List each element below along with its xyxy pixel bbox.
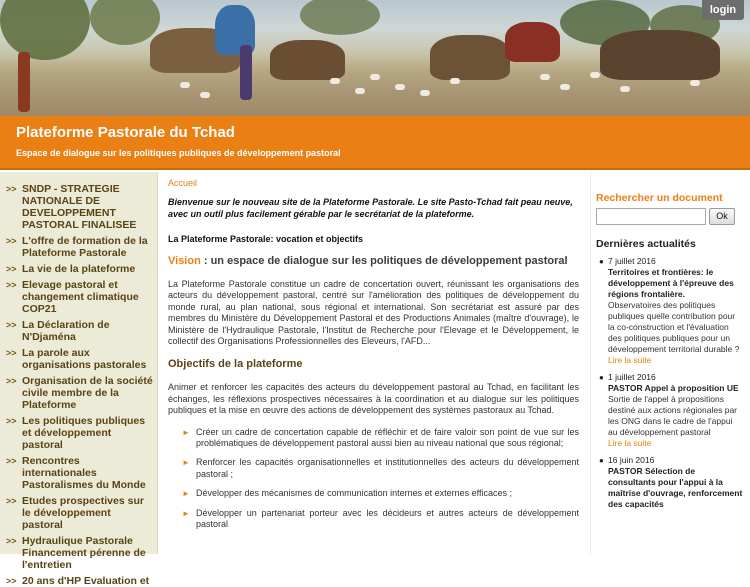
search-title: Rechercher un document xyxy=(596,192,723,204)
list-item-text: Développer des mécanismes de communication internes et externes efficaces ; xyxy=(196,488,512,499)
list-item xyxy=(168,508,579,531)
sidebar-item-parole[interactable] xyxy=(0,347,157,371)
sidebar-item-label: La parole aux organisations pastorales xyxy=(22,347,147,371)
site-banner xyxy=(0,116,750,170)
read-more-link[interactable]: Lire la suite xyxy=(608,355,652,365)
double-chevron-right-icon: >> xyxy=(6,184,17,194)
news-date: 7 juillet 2016 xyxy=(608,256,656,266)
sidebar-item-label: Les politiques publiques et développement pastoral xyxy=(22,415,146,451)
intro-text: Bienvenue sur le nouveau site de la Plateforme Pastorale. Le site Pasto-Tchad fait peau neuve, avec un outil plus facilement gérable par le secrétariat de la plateforme. xyxy=(168,197,573,219)
double-chevron-right-icon: >> xyxy=(6,236,17,246)
login-button[interactable]: login xyxy=(702,0,744,20)
double-chevron-right-icon: >> xyxy=(6,320,17,330)
sidebar-item-declaration[interactable] xyxy=(0,319,157,343)
sidebar-item-label: SNDP - STRATEGIE NATIONALE DE DEVELOPPEMENT PASTORAL FINALISEE xyxy=(22,183,137,231)
sidebar-item-label: La vie de la plateforme xyxy=(22,263,136,275)
search-submit-button[interactable]: Ok xyxy=(709,208,735,225)
double-chevron-right-icon: >> xyxy=(6,456,17,466)
news-headline[interactable]: PASTOR Sélection de consultants pour l'appui à la maîtrise d'ouvrage, renforcement des capacités xyxy=(608,466,743,509)
double-chevron-right-icon: >> xyxy=(6,264,17,274)
list-item xyxy=(168,457,579,480)
double-chevron-right-icon: >> xyxy=(6,280,17,290)
objectives-paragraph: Animer et renforcer les capacités des acteurs du développement pastoral au Tchad, en facilitant les échanges, les réflexions prospectives nécessaires à la coordination et au dialogue sur les politiques publiques et la mise en œuvre des actions de développement des systèmes pastoraux au Tchad. xyxy=(168,382,579,416)
right-sidebar xyxy=(590,172,750,554)
sidebar-item-cop21[interactable] xyxy=(0,279,157,315)
sidebar-item-etudes[interactable] xyxy=(0,495,157,531)
double-chevron-right-icon: >> xyxy=(6,348,17,358)
objectives-heading: Objectifs de la plateforme xyxy=(168,358,303,371)
list-item-text: Développer un partenariat porteur avec les décideurs et autres acteurs de développement pastoral xyxy=(196,507,579,530)
breadcrumb[interactable]: Accueil xyxy=(168,178,198,188)
sidebar-item-label: 20 ans d'HP Evaluation et xyxy=(22,575,150,587)
bullet-icon: ● xyxy=(599,373,604,382)
news-title: Dernières actualités xyxy=(596,238,696,250)
sidebar-item-formation[interactable] xyxy=(0,235,157,259)
vision-prefix: Vision xyxy=(168,255,201,267)
sidebar-item-label: La Déclaration de N'Djaména xyxy=(22,319,110,343)
list-item-text: Renforcer les capacités organisationnelles et institutionnelles des acteurs du développement pastoral ; xyxy=(196,457,579,479)
triangle-right-icon: ► xyxy=(182,489,190,499)
bullet-icon: ● xyxy=(599,257,604,266)
sidebar-item-vie-plateforme[interactable] xyxy=(0,263,157,275)
bullet-icon: ● xyxy=(599,456,604,465)
double-chevron-right-icon: >> xyxy=(6,536,17,546)
news-item xyxy=(596,372,744,449)
triangle-right-icon: ► xyxy=(182,427,190,437)
news-headline[interactable]: PASTOR Appel à proposition UE xyxy=(608,383,739,393)
sidebar-item-hydraulique[interactable] xyxy=(0,535,157,571)
sidebar-item-label: Rencontres internationales Pastoralismes du Monde xyxy=(22,455,146,491)
vision-title: : un espace de dialogue sur les politiques de développement pastoral xyxy=(200,255,568,267)
double-chevron-right-icon: >> xyxy=(6,576,17,586)
news-item xyxy=(596,455,744,510)
sidebar-item-rencontres[interactable] xyxy=(0,455,157,491)
vision-heading xyxy=(168,255,579,267)
triangle-right-icon: ► xyxy=(182,458,190,468)
section-label: La Plateforme Pastorale: vocation et objectifs xyxy=(168,234,364,244)
triangle-right-icon: ► xyxy=(182,508,190,518)
search-input[interactable] xyxy=(596,208,706,225)
sidebar-item-label: L'offre de formation de la Plateforme Pastorale xyxy=(22,235,148,259)
sidebar-item-sndp[interactable] xyxy=(0,183,157,231)
double-chevron-right-icon: >> xyxy=(6,416,17,426)
site-title[interactable]: Plateforme Pastorale du Tchad xyxy=(16,124,235,141)
list-item xyxy=(168,488,579,499)
double-chevron-right-icon: >> xyxy=(6,376,17,386)
news-date: 16 juin 2016 xyxy=(608,455,655,465)
sidebar-item-label: Organisation de la société civile membre de la Plateforme xyxy=(22,375,153,411)
list-item-text: Créer un cadre de concertation capable de réfléchir et de faire valoir son point de vue sur les problématiques de développement pastoral aussi bien au niveau national que sous régional; xyxy=(196,426,579,449)
sidebar-item-politiques[interactable] xyxy=(0,415,157,451)
sidebar-nav xyxy=(0,172,158,587)
sidebar-item-label: Elevage pastoral et changement climatique COP21 xyxy=(22,279,139,315)
read-more-link[interactable]: Lire la suite xyxy=(608,438,652,448)
sidebar-item-20-ans-hp[interactable] xyxy=(0,575,157,587)
description-paragraph: La Plateforme Pastorale constitue un cadre de concertation ouvert, réunissant les organisations des acteurs du développement pastoral, centré sur l'amélioration des politiques de développement du monde rural, au plan national, sous régional et international. Son secrétariat est assuré par des membres du Ministère du Développement Pastoral et des Productions Animales (maître d'ouvrage), le Ministère de l'Hydraulique Pastorale, l'Institut de Recherche pour l'Elevage et le Développement, le collectif des Organisations Professionnelles des Eleveurs, l'AFD... xyxy=(168,279,579,347)
search-form xyxy=(596,208,744,225)
sidebar-item-label: Etudes prospectives sur le développement pastoral xyxy=(22,495,144,531)
news-headline[interactable]: Territoires et frontières: le développement à l'épreuve des régions frontalière. xyxy=(608,267,734,299)
news-summary: Observatoires des politiques publiques quelle contribution pour la co-construction et l'évaluation des politiques publiques pour un développement territorial durable ? xyxy=(608,300,740,354)
news-item xyxy=(596,256,744,366)
sidebar-item-label: Hydraulique Pastorale Financement pérenne de l'entretien xyxy=(22,535,146,571)
double-chevron-right-icon: >> xyxy=(6,496,17,506)
news-date: 1 juillet 2016 xyxy=(608,372,656,382)
header-banner-image xyxy=(0,0,750,116)
site-slogan: Espace de dialogue sur les politiques publiques de développement pastoral xyxy=(16,148,341,158)
objectives-list xyxy=(168,427,579,531)
list-item xyxy=(168,427,579,450)
main-content xyxy=(160,172,585,554)
news-summary: Sortie de l'appel à propositions destiné aux actions régionales par les ONG dans le cadre de l'appui au développement pastoral xyxy=(608,394,737,437)
sidebar-item-societe-civile[interactable] xyxy=(0,375,157,411)
